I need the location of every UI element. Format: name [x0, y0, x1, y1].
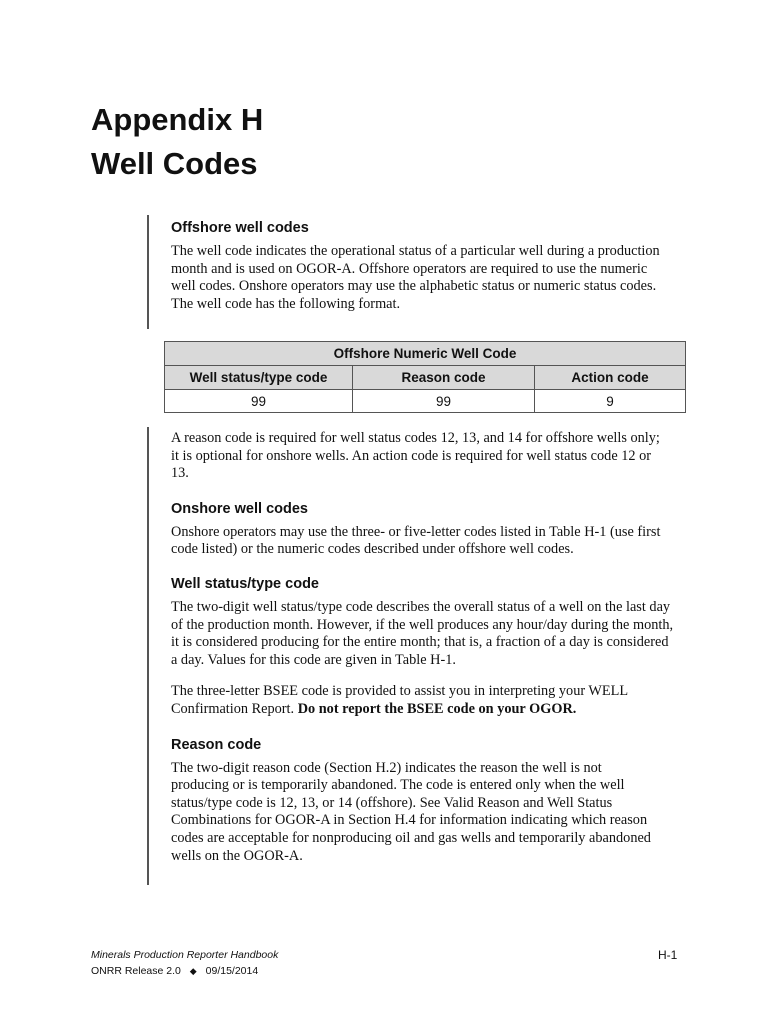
status-heading: Well status/type code: [171, 575, 319, 592]
diamond-icon: ◆: [189, 966, 197, 976]
bsee-text: The three-letter BSEE code is provided to assist you in interpreting your WELL Confirmation Report.: [171, 683, 628, 717]
change-bar-top: [147, 215, 149, 329]
value-reason: 99: [353, 390, 535, 413]
value-well-status: 99: [165, 390, 353, 413]
change-bar-bottom: [147, 427, 149, 885]
reason-paragraph: The two-digit reason code (Section H.2) indicates the reason the well is not producing or is temporarily abandoned. The code is entered only when the well status/type code is 12, 13, or 14 (offshore). See Valid Reason and Well Status Combinations for OGOR-A in Section H.4 for information indicating which reason codes are acceptable for nonproducing oil and gas wells and temporarily abandoned wells on the OGOR-A.: [171, 759, 651, 864]
header-action: Action code: [535, 366, 686, 390]
onshore-heading: Onshore well codes: [171, 500, 308, 517]
title-line-1: Appendix H: [91, 102, 264, 137]
footer-release-line: [91, 965, 258, 977]
title-line-2: Well Codes: [91, 146, 258, 181]
page-title: [91, 98, 263, 186]
footer-handbook: Minerals Production Reporter Handbook: [91, 949, 279, 961]
table-caption: Offshore Numeric Well Code: [165, 342, 686, 366]
offshore-section: [171, 219, 691, 313]
header-well-status: Well status/type code: [165, 366, 353, 390]
reason-heading: Reason code: [171, 736, 262, 753]
value-action: 9: [535, 390, 686, 413]
offshore-heading: Offshore well codes: [171, 220, 309, 236]
offshore-code-table: [164, 341, 686, 413]
status-paragraph: The two-digit well status/type code describes the overall status of a well on the last day of the production month. However, if the well produces any hour/day during the month, it is considered producing for the entire month; that is, a fraction of a day is considered a day. Values for this code are given in Table H-1.: [171, 598, 674, 668]
onshore-paragraph: Onshore operators may use the three- or five-letter codes listed in Table H-1 (use first code listed) or the numeric codes described under offshore well codes.: [171, 523, 661, 558]
page-number: H-1: [658, 948, 678, 962]
main-body: [171, 430, 691, 865]
header-reason: Reason code: [353, 366, 535, 390]
reason-required-paragraph: A reason code is required for well status codes 12, 13, and 14 for offshore wells only; it is optional for onshore wells. An action code is required for well status code 12 or 13.: [171, 430, 660, 482]
footer-date: 09/15/2014: [205, 965, 259, 977]
footer-release: ONRR Release 2.0: [91, 965, 181, 977]
bsee-bold-warning: Do not report the BSEE code on your OGOR.: [297, 700, 577, 717]
offshore-paragraph: The well code indicates the operational status of a particular well during a production month and is used on OGOR-A. Offshore operators are required to use the numeric well codes. Onshore operators may use the alphabetic status or numeric status codes. The well code has the following format.: [171, 243, 660, 312]
bsee-paragraph: [171, 683, 661, 718]
